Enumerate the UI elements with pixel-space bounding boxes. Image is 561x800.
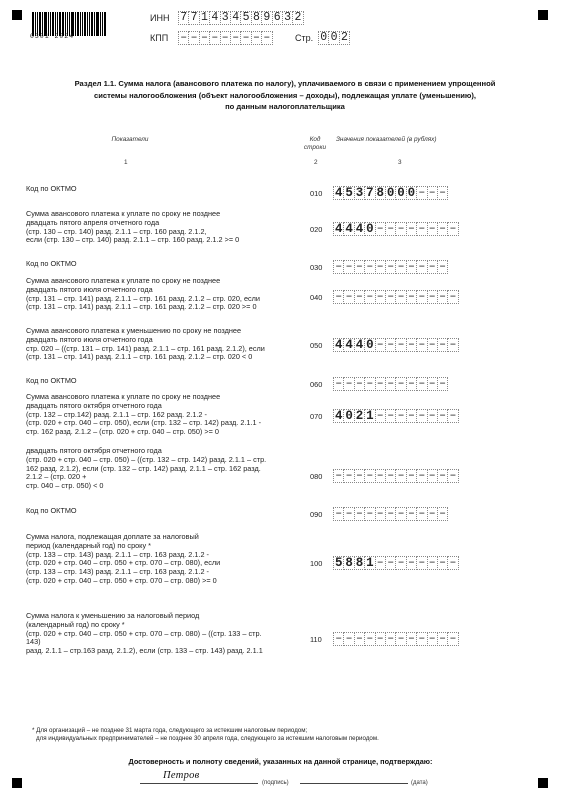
- digit-cell: 2: [292, 11, 303, 25]
- digit-cell: –: [416, 469, 427, 483]
- digit-cell: –: [364, 507, 375, 521]
- digit-cell: –: [395, 507, 406, 521]
- digit-cell: –: [343, 290, 354, 304]
- digit-cell: –: [447, 556, 458, 570]
- digit-cell: –: [375, 409, 386, 423]
- digit-cell: –: [178, 31, 189, 45]
- digit-cell: –: [406, 222, 417, 236]
- digit-cell: 4: [334, 186, 343, 200]
- column-header-code-line-2: строки: [303, 143, 327, 151]
- digit-cell: –: [354, 469, 365, 483]
- row-code: 040: [310, 293, 323, 302]
- row-070-description: [26, 393, 306, 437]
- column-header-indicators: Показатели: [111, 136, 149, 143]
- digit-cell: –: [406, 260, 417, 274]
- digit-cell: 9: [261, 11, 272, 25]
- digit-cell: 1: [366, 556, 374, 570]
- digit-cell: 1: [199, 11, 210, 25]
- row-description-line: 162 разд. 2.1.2), если (стр. 132 – стр. 142) разд. 2.1.1 – стр. 162 разд.: [26, 463, 261, 473]
- digit-cell: –: [427, 556, 438, 570]
- digit-cell: –: [375, 556, 386, 570]
- corner-marker-bottom-left: [12, 778, 22, 788]
- section-title-line-2: системы налогообложения (объект налогообложения – доходы), подлежащая уплате (уменьшению),: [93, 90, 477, 100]
- column-number-1: 1: [124, 159, 128, 166]
- row-description-line: Код по ОКТМО: [26, 376, 77, 385]
- barcode-bar: [82, 12, 83, 36]
- digit-cell: 0: [328, 31, 339, 45]
- barcode-bar: [80, 12, 81, 36]
- row-description-line: Сумма авансового платежа к уменьшению по сроку не позднее: [26, 326, 242, 335]
- row-code: 100: [310, 559, 323, 568]
- digit-cell: –: [427, 507, 438, 521]
- row-030-description: [26, 260, 306, 269]
- row-090-value-field[interactable]: [333, 507, 447, 521]
- row-code: 060: [310, 380, 323, 389]
- barcode: [32, 8, 106, 36]
- digit-cell: –: [437, 409, 448, 423]
- digit-cell: –: [447, 338, 458, 352]
- row-070-value-field[interactable]: [333, 409, 458, 423]
- digit-cell: 0: [407, 186, 416, 200]
- digit-cell: –: [333, 290, 344, 304]
- digit-cell: –: [416, 556, 427, 570]
- digit-cell: –: [416, 260, 427, 274]
- row-description-line: Код по ОКТМО: [26, 506, 77, 515]
- digit-cell: –: [427, 290, 438, 304]
- digit-cell: 0: [386, 186, 395, 200]
- row-040-value-field[interactable]: [333, 290, 458, 304]
- row-description-line: двадцать пятого октября отчетного года: [26, 446, 162, 455]
- row-description-line: стр. 020 – ((стр. 131 – стр. 141) разд. 2.1.1 – стр. 161 разд. 2.1.2), если: [26, 343, 265, 353]
- row-description-line: (стр. 130 – стр. 140) разд. 2.1.1 – стр. 160 разд. 2.1.2,: [26, 226, 207, 236]
- digit-cell: –: [447, 469, 458, 483]
- row-description-line: Сумма авансового платежа к уплате по сроку не позднее: [26, 392, 221, 401]
- digit-cell: –: [395, 377, 406, 391]
- digit-cell: –: [385, 507, 396, 521]
- digit-cell: –: [188, 31, 199, 45]
- digit-cell: –: [230, 31, 241, 45]
- row-030-value-field[interactable]: [333, 260, 447, 274]
- digit-cell: 4: [334, 338, 343, 352]
- digit-cell: –: [427, 186, 438, 200]
- barcode-bar: [84, 12, 86, 36]
- digit-cell: –: [406, 338, 417, 352]
- section-title-line-1: Раздел 1.1. Сумма налога (авансового платежа по налогу), уплачиваемого в связи с применением упрощенной: [74, 79, 496, 88]
- digit-cell: 4: [355, 338, 364, 352]
- barcode-bar: [102, 12, 103, 36]
- digit-cell: –: [416, 290, 427, 304]
- row-060-value-field[interactable]: [333, 377, 447, 391]
- digit-cell: 0: [366, 338, 374, 352]
- date-hint: (дата): [411, 780, 428, 786]
- row-110-description: [26, 612, 306, 656]
- row-description-line: Сумма налога, подлежащая доплате за налоговый: [26, 532, 199, 541]
- barcode-bar: [89, 12, 90, 36]
- row-020-value-field[interactable]: [333, 222, 458, 236]
- row-code: 080: [310, 472, 323, 481]
- digit-cell: –: [385, 290, 396, 304]
- row-010-description: [26, 185, 306, 194]
- row-description-line: Код по ОКТМО: [26, 259, 77, 268]
- row-description-line: (стр. 020 + стр. 040 – стр. 050 + стр. 070 – стр. 080), если: [26, 558, 221, 568]
- row-060-description: [26, 377, 306, 386]
- digit-cell: –: [395, 222, 406, 236]
- digit-cell: 3: [282, 11, 293, 25]
- digit-cell: 7: [366, 186, 374, 200]
- section-title: [40, 78, 530, 113]
- digit-cell: –: [427, 632, 438, 646]
- footnote-line-2: для индивидуальных предпринимателей – не позднее 30 апреля года, следующего за истекшим налоговым периодом.: [36, 735, 379, 742]
- digit-cell: –: [240, 31, 251, 45]
- digit-cell: 8: [355, 556, 364, 570]
- row-description-line: двадцать пятого июля отчетного года: [26, 284, 153, 294]
- digit-cell: –: [375, 507, 386, 521]
- digit-cell: –: [209, 31, 220, 45]
- digit-cell: –: [406, 377, 417, 391]
- digit-cell: –: [437, 290, 448, 304]
- digit-cell: –: [354, 290, 365, 304]
- digit-cell: –: [437, 556, 448, 570]
- row-050-value-field[interactable]: [333, 338, 458, 352]
- inn-field: [178, 11, 303, 25]
- digit-cell: 4: [334, 409, 343, 423]
- digit-cell: –: [385, 469, 396, 483]
- digit-cell: 8: [345, 556, 353, 570]
- digit-cell: 4: [209, 11, 220, 25]
- digit-cell: 0: [345, 409, 353, 423]
- digit-cell: 8: [251, 11, 262, 25]
- kpp-field: [178, 31, 272, 45]
- digit-cell: –: [385, 338, 396, 352]
- digit-cell: –: [343, 377, 354, 391]
- digit-cell: 2: [339, 31, 350, 45]
- barcode-bar: [77, 12, 79, 36]
- kpp-label: КПП: [150, 33, 169, 43]
- digit-cell: –: [395, 556, 406, 570]
- page-label: Стр.: [295, 33, 314, 43]
- signature-line: [140, 783, 258, 784]
- section-title-line-3: по данным налогоплательщика: [225, 102, 345, 111]
- row-code: 030: [310, 263, 323, 272]
- digit-cell: –: [406, 469, 417, 483]
- column-number-2: 2: [314, 159, 318, 166]
- digit-cell: 4: [345, 222, 353, 236]
- digit-cell: –: [385, 409, 396, 423]
- digit-cell: 3: [220, 11, 231, 25]
- row-description-line: Сумма авансового платежа к уплате по сроку не позднее: [26, 276, 221, 285]
- digit-cell: –: [385, 632, 396, 646]
- digit-cell: –: [406, 632, 417, 646]
- digit-cell: –: [354, 377, 365, 391]
- row-050-description: [26, 327, 306, 362]
- digit-cell: –: [375, 338, 386, 352]
- corner-marker-top-left: [12, 10, 22, 20]
- column-header-code: [300, 136, 330, 151]
- row-010-value-field[interactable]: [333, 186, 447, 200]
- barcode-bar: [75, 12, 76, 36]
- digit-cell: 4: [230, 11, 241, 25]
- digit-cell: –: [406, 556, 417, 570]
- row-code: 090: [310, 510, 323, 519]
- digit-cell: 6: [272, 11, 283, 25]
- digit-cell: –: [406, 290, 417, 304]
- digit-cell: –: [437, 507, 448, 521]
- row-100-value-field[interactable]: [333, 556, 458, 570]
- row-description-line: (стр. 133 – стр. 143) разд. 2.1.1 – стр. 163 разд. 2.1.2 -: [26, 549, 209, 559]
- digit-cell: –: [375, 469, 386, 483]
- row-description-line: (стр. 131 – стр. 141) разд. 2.1.1 – стр. 161 разд. 2.1.2 – стр. 020, если: [26, 293, 260, 303]
- signature-hint: (подпись): [262, 780, 289, 786]
- digit-cell: –: [343, 507, 354, 521]
- digit-cell: –: [437, 186, 448, 200]
- column-header-code-line-1: Код: [309, 136, 321, 143]
- digit-cell: –: [354, 260, 365, 274]
- row-description-line: (стр. 020 + стр. 040 – стр. 050), если (стр. 132 – стр. 142) разд. 2.1.1 -: [26, 418, 262, 428]
- digit-cell: 7: [178, 11, 189, 25]
- row-description-line: если (стр. 130 – стр. 140) разд. 2.1.1 – стр. 160 разд. 2.1.2 >= 0: [26, 235, 240, 245]
- digit-cell: –: [447, 409, 458, 423]
- digit-cell: –: [447, 290, 458, 304]
- digit-cell: –: [437, 338, 448, 352]
- row-description-line: (стр. 132 – стр.142) разд. 2.1.1 – стр. 162 разд. 2.1.2 -: [26, 409, 207, 419]
- row-080-description: [26, 447, 306, 491]
- digit-cell: –: [416, 338, 427, 352]
- row-code: 050: [310, 341, 323, 350]
- digit-cell: 4: [345, 338, 353, 352]
- digit-cell: 2: [355, 409, 364, 423]
- row-description-line: двадцать пятого апреля отчетного года: [26, 217, 160, 227]
- digit-cell: –: [406, 409, 417, 423]
- corner-marker-bottom-right: [538, 778, 548, 788]
- digit-cell: –: [354, 632, 365, 646]
- row-description-line: (стр. 131 – стр. 141) разд. 2.1.1 – стр. 161 разд. 2.1.2 – стр. 020 >= 0: [26, 302, 257, 312]
- row-description-line: период (календарный год) по сроку *: [26, 540, 151, 550]
- digit-cell: –: [437, 222, 448, 236]
- row-code: 010: [310, 189, 323, 198]
- digit-cell: 0: [318, 31, 329, 45]
- digit-cell: –: [343, 632, 354, 646]
- digit-cell: –: [333, 632, 344, 646]
- row-description-line: (стр. 020 + стр. 040 – стр. 050 + стр. 070 – стр. 080) >= 0: [26, 575, 217, 585]
- row-description-line: двадцать пятого июля отчетного года: [26, 334, 153, 344]
- digit-cell: –: [333, 260, 344, 274]
- digit-cell: –: [416, 377, 427, 391]
- digit-cell: 0: [366, 222, 374, 236]
- digit-cell: 3: [355, 186, 364, 200]
- barcode-bar: [91, 12, 93, 36]
- digit-cell: –: [354, 507, 365, 521]
- digit-cell: –: [416, 186, 427, 200]
- digit-cell: –: [427, 338, 438, 352]
- barcode-bar: [87, 12, 88, 36]
- digit-cell: –: [333, 377, 344, 391]
- digit-cell: –: [261, 31, 272, 45]
- row-description-line: Код по ОКТМО: [26, 184, 77, 193]
- digit-cell: –: [437, 377, 448, 391]
- digit-cell: –: [395, 260, 406, 274]
- digit-cell: –: [416, 632, 427, 646]
- digit-cell: –: [406, 507, 417, 521]
- digit-cell: 7: [188, 11, 199, 25]
- row-020-description: [26, 210, 306, 245]
- digit-cell: –: [343, 260, 354, 274]
- digit-cell: –: [416, 507, 427, 521]
- digit-cell: –: [375, 377, 386, 391]
- digit-cell: –: [251, 31, 262, 45]
- digit-cell: –: [385, 260, 396, 274]
- row-description-line: (стр. 020 + стр. 040 – стр. 050) – ((стр. 132 – стр. 142) разд. 2.1.1 – стр.: [26, 454, 267, 464]
- digit-cell: –: [395, 632, 406, 646]
- row-description-line: (календарный год) по сроку *: [26, 619, 125, 629]
- digit-cell: –: [385, 377, 396, 391]
- digit-cell: –: [427, 222, 438, 236]
- digit-cell: –: [447, 632, 458, 646]
- digit-cell: 8: [376, 186, 385, 200]
- digit-cell: –: [375, 632, 386, 646]
- row-description-line: стр. 040 – стр. 050) < 0: [26, 481, 104, 491]
- digit-cell: –: [375, 222, 386, 236]
- digit-cell: –: [364, 632, 375, 646]
- row-description-line: Сумма налога к уменьшению за налоговый период: [26, 611, 200, 620]
- digit-cell: –: [395, 338, 406, 352]
- digit-cell: 5: [240, 11, 251, 25]
- column-number-3: 3: [398, 159, 402, 166]
- digit-cell: –: [437, 469, 448, 483]
- digit-cell: –: [364, 377, 375, 391]
- row-description-line: разд. 2.1.1 – стр.163 разд. 2.1.2), если (стр. 133 – стр. 143) разд. 2.1.1: [26, 646, 263, 656]
- barcode-bar: [100, 12, 101, 36]
- inn-label: ИНН: [150, 13, 170, 23]
- digit-cell: –: [385, 222, 396, 236]
- digit-cell: –: [333, 507, 344, 521]
- row-description-line: Сумма авансового платежа к уплате по сроку не позднее: [26, 209, 221, 218]
- row-100-description: [26, 533, 306, 586]
- digit-cell: –: [416, 222, 427, 236]
- signature-name: Петров: [163, 770, 200, 781]
- barcode-bar: [104, 12, 106, 36]
- row-description-line: двадцать пятого октября отчетного года: [26, 400, 162, 410]
- digit-cell: –: [364, 469, 375, 483]
- digit-cell: –: [437, 260, 448, 274]
- digit-cell: 0: [397, 186, 405, 200]
- digit-cell: –: [343, 469, 354, 483]
- digit-cell: –: [427, 409, 438, 423]
- row-description-line: (стр. 020 + стр. 040 – стр. 050 + стр. 070 – стр. 080) – ((стр. 133 – стр.: [26, 628, 262, 638]
- barcode-number: 0301 2024: [30, 33, 75, 40]
- barcode-bar: [96, 12, 99, 36]
- footnote: [32, 727, 532, 743]
- row-description-line: 143): [26, 637, 41, 647]
- row-code: 020: [310, 225, 323, 234]
- digit-cell: –: [427, 377, 438, 391]
- row-110-value-field[interactable]: [333, 632, 458, 646]
- digit-cell: –: [364, 260, 375, 274]
- digit-cell: 4: [334, 222, 343, 236]
- barcode-bar: [94, 12, 95, 36]
- footnote-line-1: * Для организаций – не позднее 31 марта года, следующего за истекшим налоговым периодом;: [32, 727, 308, 734]
- row-description-line: (стр. 133 – стр. 143) разд. 2.1.1 – стр. 163 разд. 2.1.2 -: [26, 567, 209, 577]
- digit-cell: –: [220, 31, 231, 45]
- digit-cell: 5: [345, 186, 353, 200]
- row-040-description: [26, 277, 306, 312]
- digit-cell: –: [447, 222, 458, 236]
- digit-cell: –: [375, 290, 386, 304]
- page-number-field: [318, 31, 349, 45]
- row-080-value-field[interactable]: [333, 469, 458, 483]
- corner-marker-top-right: [538, 10, 548, 20]
- digit-cell: –: [385, 556, 396, 570]
- digit-cell: 5: [334, 556, 343, 570]
- row-description-line: стр. 162 разд. 2.1.2 – (стр. 020 + стр. 040 – стр. 050) >= 0: [26, 427, 219, 437]
- digit-cell: –: [395, 290, 406, 304]
- digit-cell: –: [427, 260, 438, 274]
- row-description-line: 2.1.2 – (стр. 020 +: [26, 472, 87, 482]
- digit-cell: –: [395, 469, 406, 483]
- digit-cell: 1: [366, 409, 374, 423]
- digit-cell: –: [416, 409, 427, 423]
- row-code: 110: [310, 635, 322, 644]
- digit-cell: –: [199, 31, 210, 45]
- row-code: 070: [310, 412, 323, 421]
- digit-cell: –: [427, 469, 438, 483]
- digit-cell: –: [375, 260, 386, 274]
- digit-cell: –: [395, 409, 406, 423]
- column-header-values: Значения показателей (в рублях): [336, 136, 437, 143]
- digit-cell: –: [364, 290, 375, 304]
- digit-cell: 4: [355, 222, 364, 236]
- digit-cell: –: [333, 469, 344, 483]
- confirmation-text: Достоверность и полноту сведений, указанных на данной странице, подтверждаю:: [128, 757, 433, 766]
- row-090-description: [26, 507, 306, 516]
- date-line: [300, 783, 408, 784]
- digit-cell: –: [437, 632, 448, 646]
- row-description-line: (стр. 131 – стр. 141) разд. 2.1.1 – стр. 161 разд. 2.1.2 – стр. 020 < 0: [26, 352, 253, 362]
